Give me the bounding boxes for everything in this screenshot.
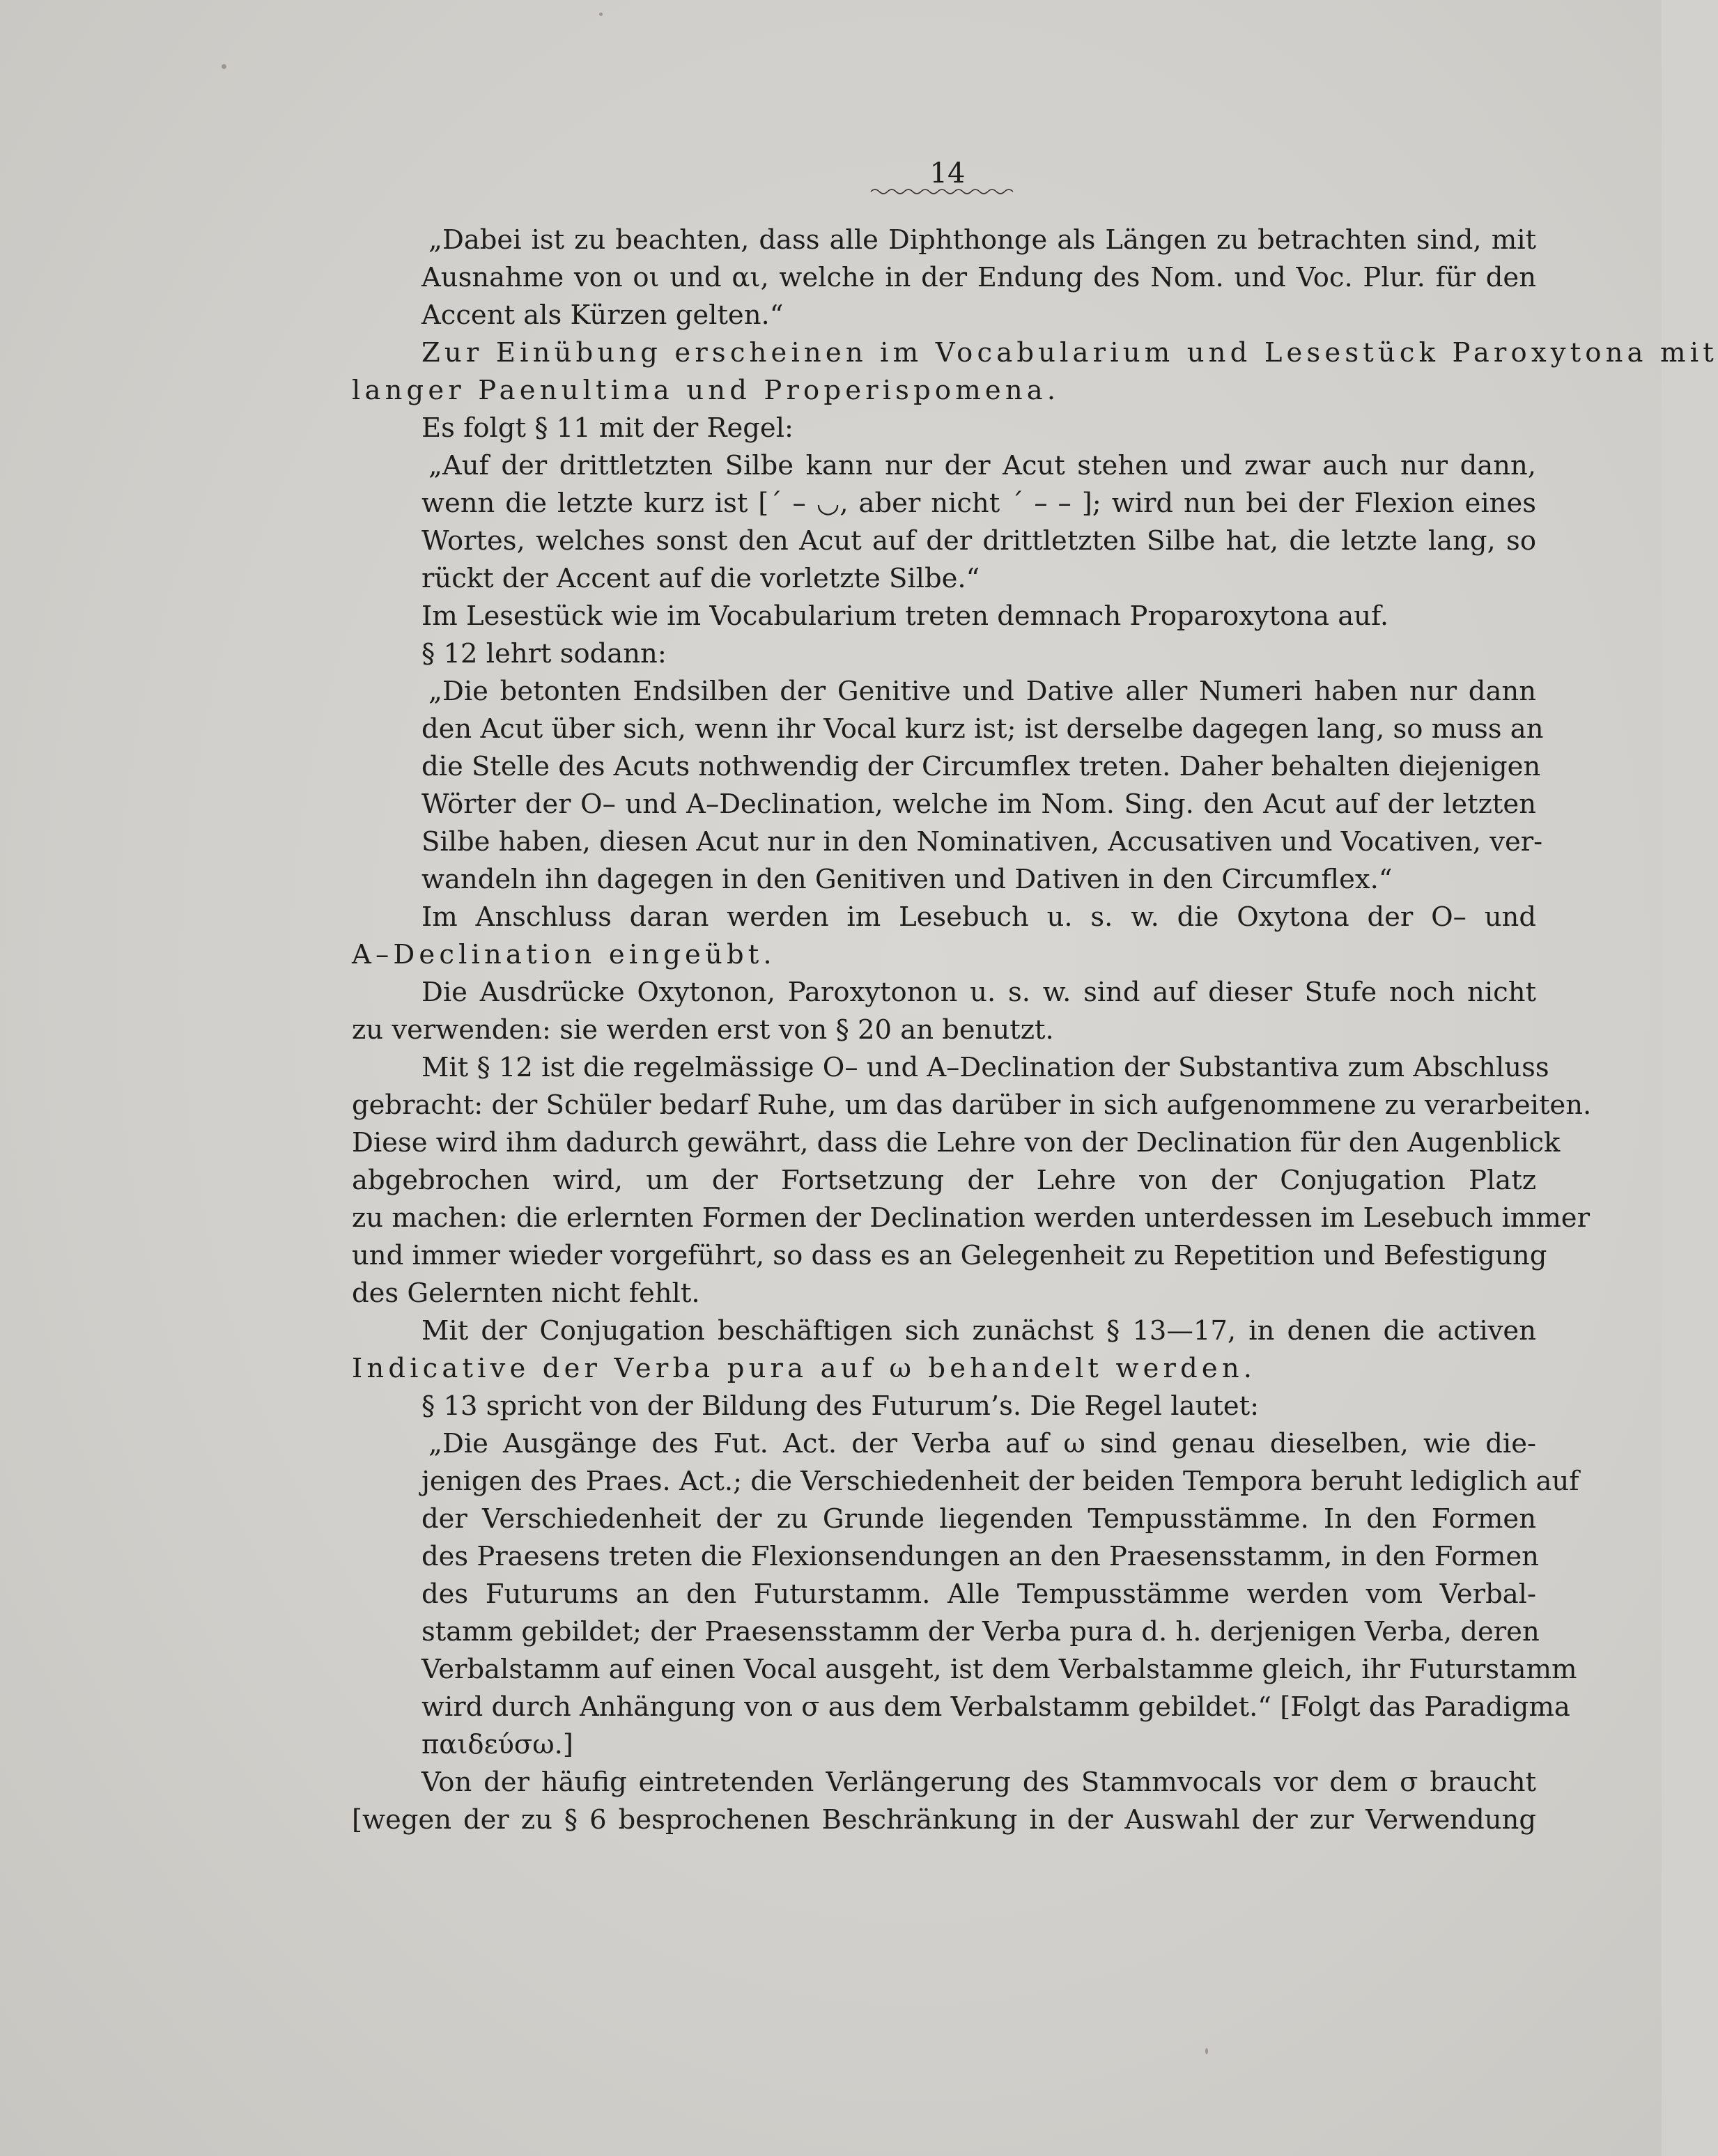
text-line: den Acut über sich, wenn ihr Vocal kurz ist; ist derselbe dagegen lang, so muss an	[421, 713, 1544, 745]
text-line: des Gelernten nicht fehlt.	[352, 1278, 700, 1309]
text-line: Die Ausdrücke Oxytonon, Paroxytonon u. s. w. sind auf dieser Stufe noch nicht	[421, 977, 1536, 1008]
page-number: 14	[929, 157, 966, 189]
paper-speck	[222, 64, 226, 69]
text-line: abgebrochen wird, um der Fortsetzung der Lehre von der Conjugation Platz	[352, 1165, 1536, 1196]
text-line: stamm gebildet; der Praesensstamm der Verba pura d. h. derjenigen Verba, deren	[421, 1616, 1540, 1647]
text-line: Mit der Conjugation beschäftigen sich zunächst § 13—17, in denen die activen	[421, 1315, 1536, 1347]
text-line: des Futurums an den Futurstamm. Alle Tempusstämme werden vom Verbal-	[421, 1579, 1536, 1610]
text-line: Im Anschluss daran werden im Lesebuch u. s. w. die Oxytona der O– und	[421, 901, 1536, 933]
text-line: „Dabei ist zu beachten, dass alle Diphthonge als Längen zu betrachten sind, mit	[428, 224, 1536, 256]
text-line: A–Declination eingeübt.	[352, 939, 776, 970]
text-line: Accent als Kürzen gelten.“	[421, 300, 784, 331]
text-line: Es folgt § 11 mit der Regel:	[421, 412, 794, 444]
text-line: Von der häufig eintretenden Verlängerung des Stammvocals vor dem σ braucht	[421, 1767, 1536, 1798]
text-line: Silbe haben, diesen Acut nur in den Nominativen, Accusativen und Vocativen, ver-	[421, 826, 1543, 858]
paper-speck	[599, 13, 603, 16]
text-line: „Die Ausgänge des Fut. Act. der Verba auf ω sind genau dieselben, wie die-	[428, 1428, 1536, 1459]
body-text	[352, 222, 1718, 1839]
text-line: [wegen der zu § 6 besprochenen Beschränkung in der Auswahl der zur Verwendung	[352, 1804, 1536, 1836]
text-line: „Auf der drittletzten Silbe kann nur der Acut stehen und zwar auch nur dann,	[428, 450, 1536, 481]
text-line: Zur Einübung erscheinen im Vocabularium und Lesestück Paroxytona mit	[421, 337, 1718, 369]
text-line: zu verwenden: sie werden erst von § 20 an benutzt.	[352, 1014, 1054, 1046]
text-line: Mit § 12 ist die regelmässige O– und A–Declination der Substantiva zum Abschluss	[421, 1052, 1549, 1083]
text-line: der Verschiedenheit der zu Grunde liegenden Tempusstämme. In den Formen	[421, 1503, 1536, 1535]
text-line: wird durch Anhängung von σ aus dem Verbalstamm gebildet.“ [Folgt das Paradigma	[421, 1691, 1570, 1723]
text-line: Verbalstamm auf einen Vocal ausgeht, ist dem Verbalstamme gleich, ihr Futurstamm	[421, 1654, 1577, 1685]
text-line: § 12 lehrt sodann:	[421, 638, 667, 669]
text-line: wandeln ihn dagegen in den Genitiven und Dativen in den Circumflex.“	[421, 864, 1393, 895]
text-line: Indicative der Verba pura auf ω behandelt werden.	[352, 1353, 1257, 1384]
paper-speck	[1205, 2048, 1208, 2054]
text-line: „Die betonten Endsilben der Genitive und Dative aller Numeri haben nur dann	[428, 676, 1536, 707]
text-line: Wortes, welches sonst den Acut auf der drittletzten Silbe hat, die letzte lang, so	[421, 525, 1536, 557]
text-line: gebracht: der Schüler bedarf Ruhe, um das darüber in sich aufgenommene zu verarbeiten.	[352, 1089, 1592, 1121]
text-line: Im Lesestück wie im Vocabularium treten demnach Proparoxytona auf.	[421, 600, 1389, 632]
text-line: zu machen: die erlernten Formen der Declination werden unterdessen im Lesebuch immer	[352, 1202, 1590, 1234]
text-line: Wörter der O– und A–Declination, welche im Nom. Sing. den Acut auf der letzten	[421, 789, 1536, 820]
text-line: langer Paenultima und Properispomena.	[352, 375, 1060, 406]
text-line: wenn die letzte kurz ist [´ – ◡, aber nicht ´ – – ]; wird nun bei der Flexion eines	[421, 488, 1536, 519]
text-line: jenigen des Praes. Act.; die Verschiedenheit der beiden Tempora beruht lediglich auf	[421, 1466, 1579, 1497]
page-number-flourish	[871, 187, 1038, 196]
text-line: παιδεύσω.]	[421, 1729, 573, 1760]
text-line: und immer wieder vorgeführt, so dass es an Gelegenheit zu Repetition und Befestigung	[352, 1240, 1547, 1271]
text-line: rückt der Accent auf die vorletzte Silbe.“	[421, 563, 980, 594]
text-line: des Praesens treten die Flexionsendungen an den Praesensstamm, in den Formen	[421, 1541, 1539, 1572]
text-line: die Stelle des Acuts nothwendig der Circumflex treten. Daher behalten diejenigen	[421, 751, 1541, 782]
text-line: Ausnahme von οι und αι, welche in der Endung des Nom. und Voc. Plur. für den	[421, 262, 1536, 293]
text-line: § 13 spricht von der Bildung des Futurum’s. Die Regel lautet:	[421, 1390, 1260, 1422]
text-line: Diese wird ihm dadurch gewährt, dass die Lehre von der Declination für den Augenblick	[352, 1127, 1561, 1158]
